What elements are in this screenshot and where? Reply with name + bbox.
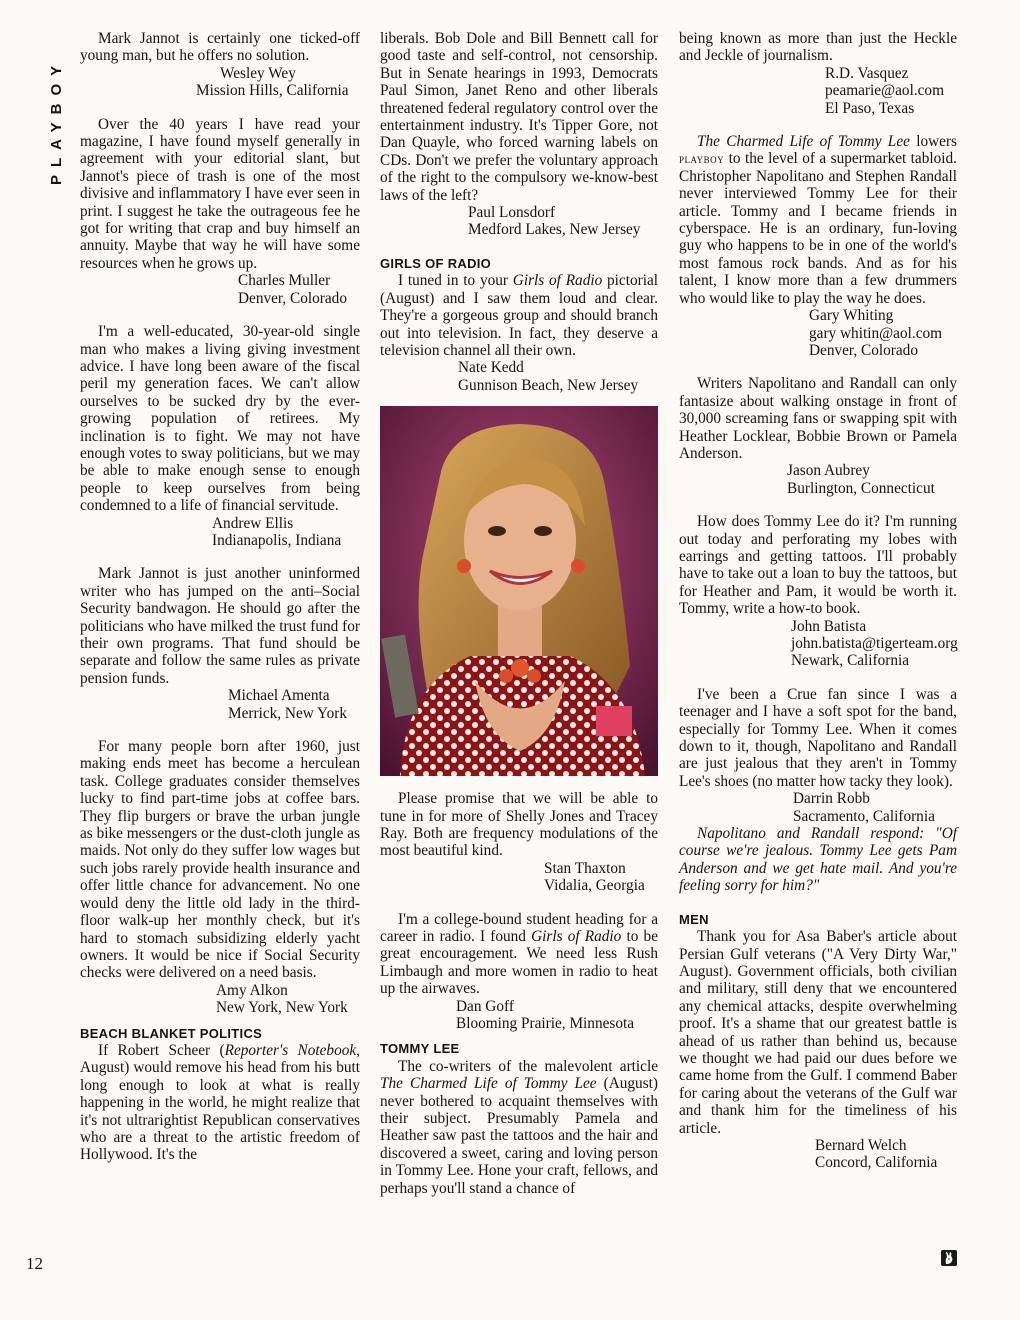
letter-signature: Nate Kedd Gunnison Beach, New Jersey [458, 359, 639, 394]
column-3 [679, 30, 957, 1172]
rabbit-head-logo-icon [941, 1250, 957, 1266]
letter-text: Mark Jannot is just another uninformed writer who has jumped on the anti–Social Security bandwagon. He should go after the politicians who have milked the trust fund for their own programs. That fund should be separate and follow the same rules as private pension funds. [80, 565, 360, 687]
letter-text: Mark Jannot is certainly one ticked-off young man, but he offers no solution. [80, 30, 360, 65]
letter-text: I've been a Crue fan since I was a teenager and I have a soft spot for the band, especially for Tommy Lee. When it comes down to it, though, Napolitano and Randall are just jealous that they aren't in Tommy Lee's shoes (no matter how tacky they look). [679, 685, 957, 790]
letter-text: Please promise that we will be able to tune in for more of Shelly Jones and Tracey Ray. Both are frequency modulations of the most beautiful kind. [380, 790, 658, 860]
editor-reply: Napolitano and Randall respond: "Of course we're jealous. Tommy Lee gets Pam Anderson and we get hate mail. And you're feeling sorry for him?" [679, 825, 957, 895]
letter-signature: John Batista john.batista@tigerteam.org Newark, California [791, 617, 958, 670]
letter-signature: Andrew Ellis Indianapolis, Indiana [212, 514, 342, 549]
letter-text: The co-writers of the malevolent article The Charmed Life of Tommy Lee (August) never bothered to acquaint themselves with their subject. Presumably Pamela and Heather saw past the tattoos and the hair and discovered a sweet, caring and loving person in Tommy Lee. Hone your craft, fellows, and perhaps you'll stand a chance of [380, 1057, 658, 1197]
letter-signature: Bernard Welch Concord, California [815, 1136, 938, 1172]
letter-text: Over the 40 years I have read your magazine, I have found myself generally in agreement with your editorial slant, but Jannot's piece of trash is one of the most divisive and inflammatory I have ever seen in print. I suggest he take the outrageous fee he got for writing that crap and buy himself an annuity. Maybe that way he will have some resources when he grows up. [80, 115, 360, 272]
magazine-title: PLAYBOY [48, 57, 65, 185]
letter-signature: Gary Whiting gary whitin@aol.com Denver, Colorado [809, 307, 943, 359]
section-heading-beach-blanket-politics: BEACH BLANKET POLITICS [80, 1025, 263, 1041]
letter-text: For many people born after 1960, just making ends meet has become a herculean task. College graduates consider themselves lucky to find part-time jobs at coffee bars. They flip burgers or brave the urban jungle as bike messengers or the dust-cloth jungle as maids. Not only do they suffer low wages but such jobs rarely provide health insurance and offer little chance for advancement. No one would deny the little old lady in the third-floor walk-up her monthly check, but it's hard to stomach subsidizing elderly yacht owners. It would be nice if Social Security checks were delivered on a need basis. [80, 738, 360, 982]
letter-text: liberals. Bob Dole and Bill Bennett call for good taste and self-control, not censorship. But in Senate hearings in 1993, Democrats Paul Simon, Janet Reno and other liberals threatened federal regulatory control over the entertainment industry. It's Tipper Gore, not Dan Quayle, who forced warning labels on CDs. Don't we prefer the voluntary approach of the right to the compulsory we-know-best laws of the left? [380, 30, 658, 204]
letter-text: I tuned in to your Girls of Radio pictorial (August) and I saw them loud and clear. They're a gorgeous group and should branch out into television. In fact, they deserve a television channel all their own. [380, 272, 658, 359]
column-1 [80, 30, 360, 1164]
section-heading-tommy-lee: TOMMY LEE [380, 1041, 460, 1057]
letter-signature: Amy Alkon New York, New York [216, 981, 348, 1017]
letter-text: I'm a well-educated, 30-year-old single man who makes a living giving investment advice. I have long been aware of the fiscal peril my generation faces. We can't allow ourselves to be sucked dry by the ever-growing population of retirees. My inclination is to fight. We may not have enough votes to sway politicians, but we may be able to make enough sense to enough people to keep ourselves from being condemned to a life of financial servitude. [80, 323, 360, 515]
letter-text: I'm a college-bound student heading for a career in radio. I found Girls of Radio to be great encouragement. We need less Rush Limbaugh and more women in radio to heat up the airwaves. [380, 910, 658, 998]
section-heading-men: MEN [679, 911, 709, 927]
letter-text: being known as more than just the Heckle and Jeckle of journalism. [679, 30, 957, 65]
letter-signature: Michael Amenta Merrick, New York [228, 687, 347, 722]
letter-signature: Stan Thaxton Vidalia, Georgia [544, 859, 645, 895]
section-heading-girls-of-radio: GIRLS OF RADIO [380, 255, 492, 271]
pictorial-photo [380, 406, 658, 776]
woman-portrait-image [380, 406, 658, 776]
letter-text: If Robert Scheer (Reporter's Notebook, August) would remove his head from his butt long enough to look at what is really happening in the world, he might realize that it's not ultrarightist Republican conservatives who are a threat to the artistic freedom of Hollywood. It's the [80, 1041, 360, 1164]
letter-signature: Paul Lonsdorf Medford Lakes, New Jersey [468, 204, 641, 239]
letter-signature: Jason Aubrey Burlington, Connecticut [787, 462, 935, 497]
letter-text: Writers Napolitano and Randall can only fantasize about walking onstage in front of 30,000 screaming fans or swapping spit with Heather Locklear, Bobbie Brown or Pamela Anderson. [679, 375, 957, 462]
letter-text: How does Tommy Lee do it? I'm running out today and perforating my lobes with earrings and getting tattoos. I'll probably have to take out a loan to buy the tattoos, but for Heather and Pam, it would be worth it. Tommy, write a how-to book. [679, 513, 957, 618]
letter-signature: Charles Muller Denver, Colorado [238, 272, 347, 307]
letter-text: Thank you for Asa Baber's article about Persian Gulf veterans ("A Very Dirty War," August). Government officials, both civilian and military, still deny that we encountered any chemical attacks, despite overwhelming proof. It's a shame that our greatest battle is ahead of us rather than behind us, because we thought we had paid our dues before we came home from the Gulf. I commend Baber for caring about the veterans of the Gulf war and thank him for the timeliness of his article. [679, 928, 957, 1137]
letter-signature: R.D. Vasquez peamarie@aol.com El Paso, Texas [825, 64, 944, 117]
column-2 [380, 30, 658, 1197]
letter-signature: Wesley Wey Mission Hills, California [196, 64, 349, 100]
page-number: 12 [26, 1254, 43, 1273]
letter-signature: Darrin Robb Sacramento, California [793, 790, 935, 825]
letter-signature: Dan Goff Blooming Prairie, Minnesota [456, 997, 635, 1032]
letter-text: The Charmed Life of Tommy Lee lowers playboy to the level of a supermarket tabloid. Christopher Napolitano and Stephen Randall never interviewed Tommy Lee for their article. Tommy and I became friends in cyberspace. He is an ordinary, fun-loving guy who happens to be in one of the world's most famous rock bands. And as for his talent, I know more than a few drummers who would like to play the way he does. [679, 133, 958, 307]
